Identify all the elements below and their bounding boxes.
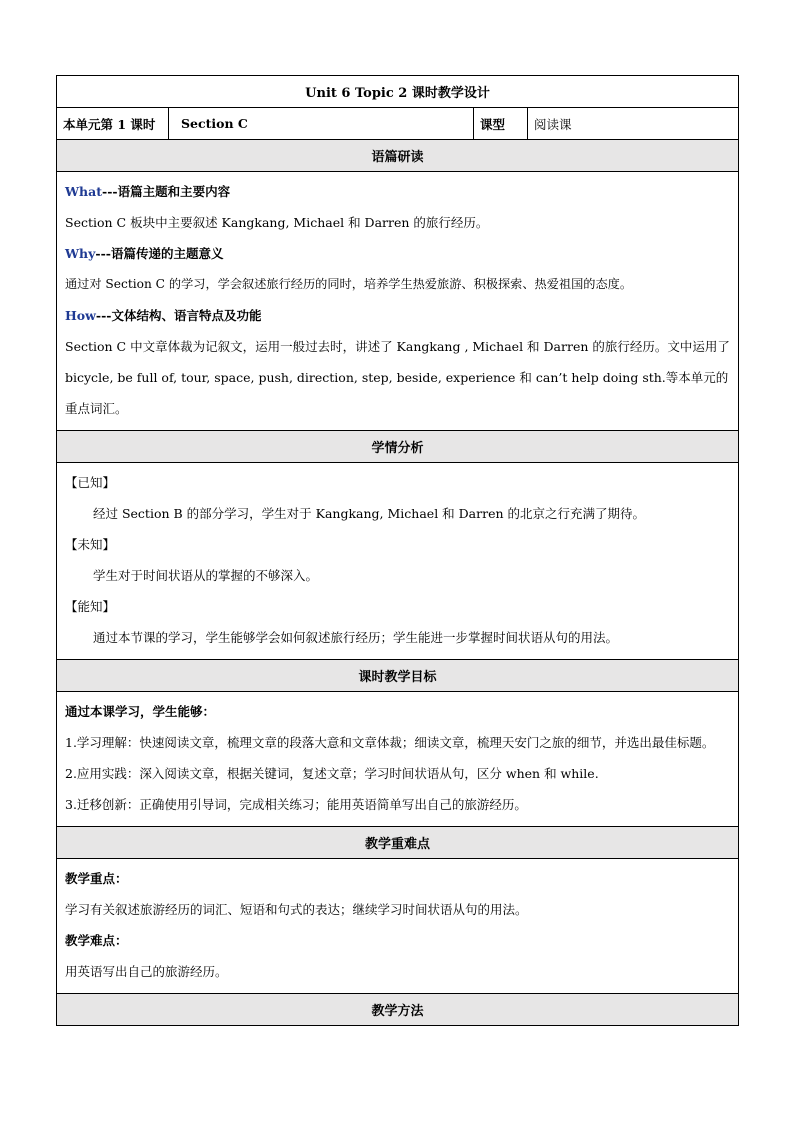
- section-header-row: [57, 994, 739, 1026]
- section-cell: Section C: [169, 108, 474, 140]
- how-text: Section C 中文章体裁为记叙文，运用一般过去时，讲述了 Kangkang , Michael 和 Darren 的旅行经历。文中运用了 bicycle, be full of, tour, space, push, direction, step, beside, experience 和 can’t help doing sth.等本单元的重点词汇。: [65, 339, 730, 416]
- lesson-plan-table: [56, 75, 739, 1026]
- known-label: 【已知】: [65, 475, 116, 490]
- lesson-plan-document: [56, 75, 738, 1026]
- objectives-content: [57, 692, 739, 827]
- key-points-heading: 教学重难点: [57, 827, 739, 859]
- able-label: 【能知】: [65, 599, 116, 614]
- key-points-body-row: [57, 859, 739, 994]
- title-row: [57, 76, 739, 108]
- why-title: ---语篇传递的主题意义: [95, 246, 224, 261]
- objectives-heading: 课时教学目标: [57, 660, 739, 692]
- known-text: 经过 Section B 的部分学习，学生对于 Kangkang, Michael 和 Darren 的北京之行充满了期待。: [93, 506, 645, 521]
- why-heading: [65, 238, 730, 269]
- objectives-body-row: [57, 692, 739, 827]
- lesson-number-cell: 本单元第 1 课时: [57, 108, 169, 140]
- unknown-text: 学生对于时间状语从的掌握的不够深入。: [93, 568, 319, 583]
- text-study-content: [57, 172, 739, 431]
- section-header-row: [57, 660, 739, 692]
- meta-row: [57, 108, 739, 140]
- objective-item-2: 2.应用实践：深入阅读文章，根据关键词，复述文章；学习时间状语从句，区分 when 和 while.: [65, 766, 599, 781]
- learner-analysis-body-row: [57, 463, 739, 660]
- difficulty-text: 用英语写出自己的旅游经历。: [65, 964, 228, 979]
- section-header-row: [57, 431, 739, 463]
- what-text: Section C 板块中主要叙述 Kangkang, Michael 和 Darren 的旅行经历。: [65, 215, 489, 230]
- how-title: ---文体结构、语言特点及功能: [95, 308, 262, 323]
- able-text: 通过本节课的学习，学生能够学会如何叙述旅行经历；学生能进一步掌握时间状语从句的用法。: [93, 630, 619, 645]
- what-heading: [65, 176, 730, 207]
- lesson-type-label: 课型: [474, 108, 528, 140]
- section-header-row: [57, 140, 739, 172]
- learner-analysis-content: [57, 463, 739, 660]
- why-text: 通过对 Section C 的学习，学会叙述旅行经历的同时，培养学生热爱旅游、积极探索、热爱祖国的态度。: [65, 277, 633, 291]
- key-points-content: [57, 859, 739, 994]
- objective-item-3: 3.迁移创新：正确使用引导词，完成相关练习；能用英语简单写出自己的旅游经历。: [65, 797, 527, 812]
- why-label: Why: [65, 246, 96, 261]
- what-label: What: [65, 184, 102, 199]
- section-header-row: [57, 827, 739, 859]
- focus-text: 学习有关叙述旅游经历的词汇、短语和句式的表达；继续学习时间状语从句的用法。: [65, 902, 528, 917]
- difficulty-label: 教学难点：: [65, 933, 128, 948]
- document-title: Unit 6 Topic 2 课时教学设计: [57, 76, 739, 108]
- how-label: How: [65, 308, 96, 323]
- lesson-type-value: 阅读课: [528, 108, 739, 140]
- focus-label: 教学重点：: [65, 871, 128, 886]
- how-heading: [65, 300, 730, 331]
- text-study-body-row: [57, 172, 739, 431]
- methods-heading: 教学方法: [57, 994, 739, 1026]
- learner-analysis-heading: 学情分析: [57, 431, 739, 463]
- objective-item-1: 1.学习理解：快速阅读文章，梳理文章的段落大意和文章体裁；细读文章，梳理天安门之旅的细节，并选出最佳标题。: [65, 735, 715, 750]
- what-title: ---语篇主题和主要内容: [102, 184, 231, 199]
- unknown-label: 【未知】: [65, 537, 116, 552]
- text-study-heading: 语篇研读: [57, 140, 739, 172]
- objectives-intro: 通过本课学习，学生能够：: [65, 704, 216, 719]
